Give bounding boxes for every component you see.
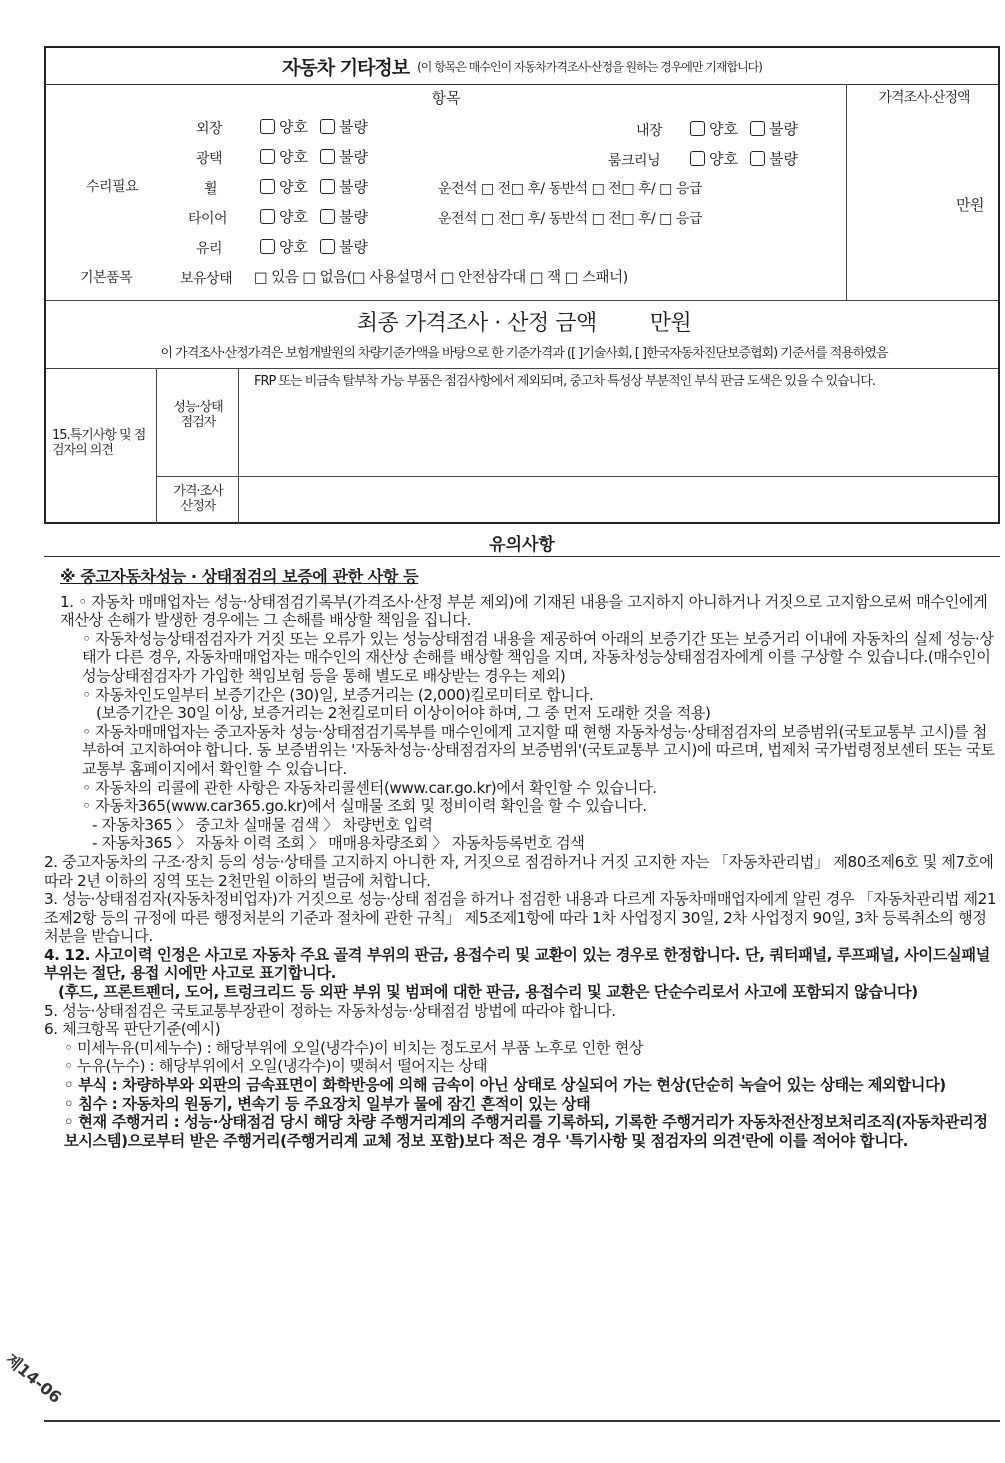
note-item: ◦ 부식 : 차량하부와 외판의 금속표면이 화학반응에 의해 금속이 아닌 상태로 상실되어 가는 현상(단순히 녹슬어 있는 상태는 제외합니다) — [64, 1076, 946, 1095]
gloss-options: 양호 불량 — [256, 146, 368, 167]
special-notes-label: 15.특기사항 및 점검자의 의견 — [52, 428, 146, 458]
note-item: 3. 성능·상태점검자(자동차정비업자)가 거짓으로 성능·상태 점검을 하거나 점검한 내용과 다르게 자동차매매업자에게 알린 경우 「자동차관리법 제21조제2항 등의 규정에 따른 행정처분의 기준과 절차에 관한 규칙」 제5조제1항에 따라 1차 사업정지 30일, 2차 사업정지 90일, 3차 등록취소의 행정처분을 받습니다. — [44, 890, 997, 946]
note-item: 2. 중고자동차의 구조·장치 등의 성능·상태를 고지하지 아니한 자, 거짓으로 점검하거나 거짓 고지한 자는 「자동차관리법」 제80조제6호 및 제7호에 따라 2년 이하의 징역 또는 2천만원 이하의 벌금에 처합니다. — [44, 852, 994, 890]
price-header: 가격조사·산정액 — [878, 90, 970, 106]
final-price-label: 최종 가격조사 · 산정 금액 — [356, 311, 597, 336]
vehicle-other-info-table — [44, 46, 1000, 524]
divider — [156, 476, 998, 477]
note-item: ◦ 자동차인도일부터 보증기간은 (30)일, 보증거리는 (2,000)킬로미터로 합니다. — [82, 685, 594, 704]
note-item: ◦ 자동차365(www.car365.go.kr)에서 실매물 조회 및 정비이력 확인을 할 수 있습니다. — [82, 797, 647, 816]
price-unit: 만원 — [956, 196, 984, 214]
note-item: ◦ 누유(누수) : 해당부위에서 오일(냉각수)이 맺혀서 떨어지는 상태 — [64, 1057, 488, 1076]
section-title: 자동차 기타정보 — [282, 56, 410, 79]
divider — [238, 368, 239, 524]
wheel-options: 양호 불량 — [256, 176, 368, 197]
divider — [156, 368, 157, 524]
bad-checkbox[interactable] — [750, 151, 765, 166]
inspector-opinion: FRP 또는 비금속 탈부착 가능 부품은 점검사항에서 제외되며, 중고차 특성상 부분적인 부식 판금 도색은 있을 수 있습니다. — [254, 374, 875, 389]
divider — [46, 368, 998, 369]
tire-label: 타이어 — [188, 211, 228, 227]
exterior-options: 양호 불량 — [256, 116, 368, 137]
glass-label: 유리 — [196, 241, 223, 257]
note-item: ◦ 자동차성능상태점검자가 거짓 또는 오류가 있는 성능상태점검 내용을 제공하여 아래의 보증기간 또는 보증거리 이내에 자동차의 실제 성능·상태가 다른 경우, 자동차매매업자는 매수인의 재산상 손해를 배상할 책임을 지며, 자동차성능상태점검자에게 이를 구상할 수 있습니다.(매수인이 성능상태점검자가 가입한 책임보험 등을 통해 별도로 배상받는 경우는 제외) — [82, 629, 994, 685]
note-item: - 자동차365 〉 자동차 이력 조회 〉 매매용차량조회 〉 자동차등록번호 검색 — [92, 834, 585, 853]
divider — [46, 300, 998, 301]
appraiser-label: 가격·조사 산정자 — [173, 484, 223, 514]
basic-items-label: 기본품목 — [80, 270, 133, 286]
note-item: 6. 체크항목 판단기준(예시) — [44, 1020, 221, 1039]
final-price-row — [46, 306, 1002, 336]
note-item: ◦ 현재 주행거리 : 성능·상태점검 당시 해당 차량 주행거리계의 주행거리를 기록하되, 기록한 주행거리가 자동차전산정보처리조직(자동차관리정보시스템)으로부터 받은 주행거리(주행거리계 교체 정보 포함)보다 적은 경우 '특기사항 및 점검자의 의견'란에 이를 적어야 합니다. — [64, 1113, 988, 1150]
glass-options: 양호 불량 — [256, 236, 368, 257]
notes-title: 유의사항 — [44, 530, 1000, 557]
item-header: 항목 — [431, 89, 461, 107]
notes-body — [44, 560, 1000, 1150]
bad-checkbox[interactable] — [320, 179, 335, 194]
section-title-note: (이 항목은 매수인이 자동차가격조사·산정을 원하는 경우에만 기재합니다) — [417, 59, 762, 74]
bad-checkbox[interactable] — [320, 119, 335, 134]
form-number-stamp: 제14-06 — [1, 1349, 66, 1407]
bottom-border — [44, 1420, 1000, 1422]
inspector-label: 성능·상태 점검자 — [173, 400, 223, 430]
price-basis-text: 이 가격조사·산정가격은 보험개발원의 차량기준가액을 바탕으로 한 기준가격과 ([ ]기술사회, [ ]한국자동차진단보증협회) 기준서를 적용하였음 — [160, 346, 888, 361]
interior-options: 양호 불량 — [686, 118, 798, 139]
good-checkbox[interactable] — [260, 119, 275, 134]
note-item: - 자동차365 〉 중고차 실매물 검색 〉 차량번호 입력 — [92, 815, 433, 834]
good-checkbox[interactable] — [690, 121, 705, 136]
repair-needed-label: 수리필요 — [86, 179, 139, 195]
possession-label: 보유상태 — [180, 271, 233, 287]
notes-heading: ※ 중고자동차성능 · 상태점검의 보증에 관한 사항 등 — [60, 567, 419, 586]
room-cleaning-options: 양호 불량 — [686, 148, 798, 169]
note-item: ◦ 침수 : 자동차의 원동기, 변속기 등 주요장치 일부가 물에 잠긴 흔적이 있는 상태 — [64, 1094, 591, 1113]
basic-items-options: □ 있음 □ 없음(□ 사용설명서 □ 안전삼각대 □ 잭 □ 스패너) — [254, 270, 628, 286]
good-checkbox[interactable] — [260, 179, 275, 194]
note-item: ◦ 미세누유(미세누수) : 해당부위에 오일(냉각수)이 비치는 정도로서 부품 노후로 인한 현상 — [64, 1038, 644, 1057]
note-item: (보증기간은 30일 이상, 보증거리는 2천킬로미터 이상이어야 하며, 그 중 먼저 도래한 것을 적용) — [96, 704, 711, 723]
section-title-row — [46, 48, 998, 85]
gloss-label: 광택 — [196, 151, 223, 167]
wheel-label: 휠 — [204, 181, 218, 197]
divider — [846, 84, 847, 300]
bad-checkbox[interactable] — [320, 239, 335, 254]
final-price-unit: 만원 — [649, 311, 692, 336]
bad-checkbox[interactable] — [750, 121, 765, 136]
good-checkbox[interactable] — [260, 149, 275, 164]
tire-detail: 운전석 □ 전□ 후/ 동반석 □ 전□ 후/ □ 응급 — [438, 211, 702, 227]
note-item: (후드, 프론트펜더, 도어, 트렁크리드 등 외판 부위 및 범퍼에 대한 판금, 용접수리 및 교환은 단순수리로서 사고에 포함되지 않습니다) — [58, 983, 918, 1002]
tire-options: 양호 불량 — [256, 206, 368, 227]
good-checkbox[interactable] — [260, 209, 275, 224]
note-item: 5. 성능·상태점검은 국토교통부장관이 정하는 자동차성능·상태점검 방법에 따라야 합니다. — [44, 1001, 616, 1020]
room-cleaning-label: 룸크리닝 — [608, 153, 661, 169]
note-item: 1. ◦ 자동차 매매업자는 성능·상태점검기록부(가격조사·산정 부분 제외)에 기재된 내용을 고지하지 아니하거나 거짓으로 고지함으로써 매수인에게 재산상 손해가 발생한 경우에는 그 손해를 배상할 책임을 집니다. — [60, 592, 988, 630]
good-checkbox[interactable] — [260, 239, 275, 254]
wheel-detail: 운전석 □ 전□ 후/ 동반석 □ 전□ 후/ □ 응급 — [438, 181, 702, 197]
note-item: ◦ 자동차의 리콜에 관한 사항은 자동차리콜센터(www.car.go.kr)에서 확인할 수 있습니다. — [82, 778, 657, 797]
note-item: 4. 12. 사고이력 인정은 사고로 자동차 주요 골격 부위의 판금, 용접수리 및 교환이 있는 경우로 한정합니다. 단, 쿼터패널, 루프패널, 사이드실패널 부위는 절단, 용접 시에만 사고로 표기합니다. — [44, 945, 990, 983]
interior-label: 내장 — [636, 123, 663, 139]
bad-checkbox[interactable] — [320, 209, 335, 224]
exterior-label: 외장 — [196, 121, 223, 137]
note-item: ◦ 자동차매매업자는 중고자동차 성능·상태점검기록부를 매수인에게 고지할 때 현행 자동차성능·상태점검자의 보증범위(국토교통부 고시)를 첨부하여 고지하여야 합니다. 동 보증범위는 '자동차성능·상태점검자의 보증범위'(국토교통부 고시)에 따르며, 법제처 국가법령정보센터 또는 국토교통부 홈페이지에서 확인할 수 있습니다. — [82, 722, 995, 778]
good-checkbox[interactable] — [690, 151, 705, 166]
bad-checkbox[interactable] — [320, 149, 335, 164]
